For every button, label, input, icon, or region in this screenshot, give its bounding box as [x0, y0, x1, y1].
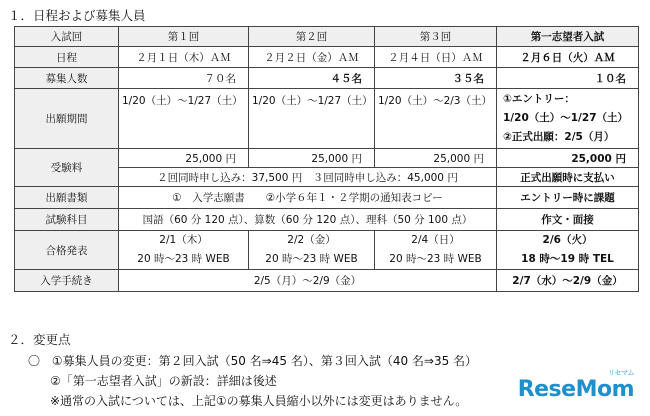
schedule-round-3: ２月４日（日）ＡＭ: [375, 47, 497, 68]
subjects-first-choice: 作文・面接: [497, 209, 639, 231]
enrollment-period: 2/5（月）～2/9（金）: [119, 270, 497, 292]
table-header-row: [15, 27, 639, 47]
capacity-round-3: ３５名: [375, 68, 497, 89]
row-label-capacity: 募集人数: [15, 68, 119, 89]
entry-label: ①エントリー：: [503, 93, 575, 105]
results-round-2: [249, 231, 375, 270]
change-note-3: ※通常の入試については、上記①の募集人員縮小以外には変更はありません。: [50, 394, 468, 408]
capacity-first-choice: １０名: [497, 68, 639, 89]
table-row-enrollment: [15, 270, 639, 292]
results-time: 20 時～23 時 WEB: [389, 253, 482, 265]
row-label-fee: 受験料: [15, 149, 119, 187]
table-row-application: [15, 89, 639, 149]
results-date: 2/2（金）: [287, 234, 336, 246]
formal-application: ②正式出願：2/5（月）: [503, 131, 615, 143]
results-date: 2/6（火）: [542, 234, 593, 246]
header-round-1: 第１回: [119, 27, 249, 47]
row-label-subjects: 試験科目: [15, 209, 119, 231]
table-row-schedule: [15, 47, 639, 68]
enrollment-first-choice: 2/7（水）～2/9（金）: [497, 270, 639, 292]
resemom-watermark-text: ReseMom: [517, 377, 634, 402]
row-label-enrollment: 入学手続き: [15, 270, 119, 292]
bullet-circle: 〇: [28, 354, 41, 368]
table-row-subjects: [15, 209, 639, 231]
application-round-2: 1/20（土）～1/27（土）: [249, 89, 375, 149]
section-1-title: １．日程および募集人員: [8, 8, 146, 23]
results-time: 18 時～19 時 TEL: [521, 253, 614, 265]
row-label-schedule: 日程: [15, 47, 119, 68]
table-row-capacity: [15, 68, 639, 89]
change-note-1: [28, 352, 477, 369]
header-round-2: 第２回: [249, 27, 375, 47]
row-label-documents: 出願書類: [15, 187, 119, 209]
resemom-watermark: [517, 369, 634, 402]
entry-period: 1/20（土）～1/27（土）: [503, 112, 629, 124]
subjects-text: 国語（60 分 120 点）、算数（60 分 120 点）、理科（50 分 100 点）: [119, 209, 497, 231]
application-round-3: 1/20（土）～2/3（土）: [375, 89, 497, 149]
fee-first-choice: 25,000 円: [497, 149, 639, 168]
schedule-first-choice: ２月６日（火）ＡＭ: [497, 47, 639, 68]
header-exam-round: 入試回: [15, 27, 119, 47]
capacity-round-2: ４５名: [249, 68, 375, 89]
header-round-3: 第３回: [375, 27, 497, 47]
header-first-choice: 第一志望者入試: [497, 27, 639, 47]
row-label-results: 合格発表: [15, 231, 119, 270]
fee-round-1: 25,000 円: [119, 149, 249, 168]
row-label-application: 出願期間: [15, 89, 119, 149]
results-time: 20 時～23 時 WEB: [137, 253, 230, 265]
schedule-round-1: ２月１日（木）ＡＭ: [119, 47, 249, 68]
fee-combined-note: ２回同時申し込み：37,500 円 ３回同時申し込み：45,000 円: [119, 168, 497, 187]
table-row-results: [15, 231, 639, 270]
section-2-title: ２．変更点: [8, 332, 71, 347]
results-date: 2/1（木）: [159, 234, 208, 246]
resemom-watermark-sub: リセマム: [608, 369, 634, 377]
results-first-choice: [497, 231, 639, 270]
capacity-round-1: ７０名: [119, 68, 249, 89]
fee-first-choice-note: 正式出願時に支払い: [497, 168, 639, 187]
change-note-1-text: ①募集人員の変更：第２回入試（50 名⇒45 名）、第３回入試（40 名⇒35 名）: [51, 354, 478, 368]
results-time: 20 時～23 時 WEB: [265, 253, 358, 265]
table-row-documents: [15, 187, 639, 209]
results-round-3: [375, 231, 497, 270]
documents-text: ① 入学志願書 ②小学６年１・２学期の通知表コピー: [119, 187, 497, 209]
results-round-1: [119, 231, 249, 270]
application-round-1: 1/20（土）～1/27（土）: [119, 89, 249, 149]
fee-round-2: 25,000 円: [249, 149, 375, 168]
schedule-table: [14, 26, 639, 292]
change-note-2: ②「第一志望者入試」の新設：詳細は後述: [50, 374, 277, 388]
fee-round-3: 25,000 円: [375, 149, 497, 168]
application-first-choice: [497, 89, 639, 149]
table-row-fee: [15, 149, 639, 168]
results-date: 2/4（日）: [411, 234, 460, 246]
documents-first-choice: エントリー時に課題: [497, 187, 639, 209]
schedule-round-2: ２月２日（金）ＡＭ: [249, 47, 375, 68]
